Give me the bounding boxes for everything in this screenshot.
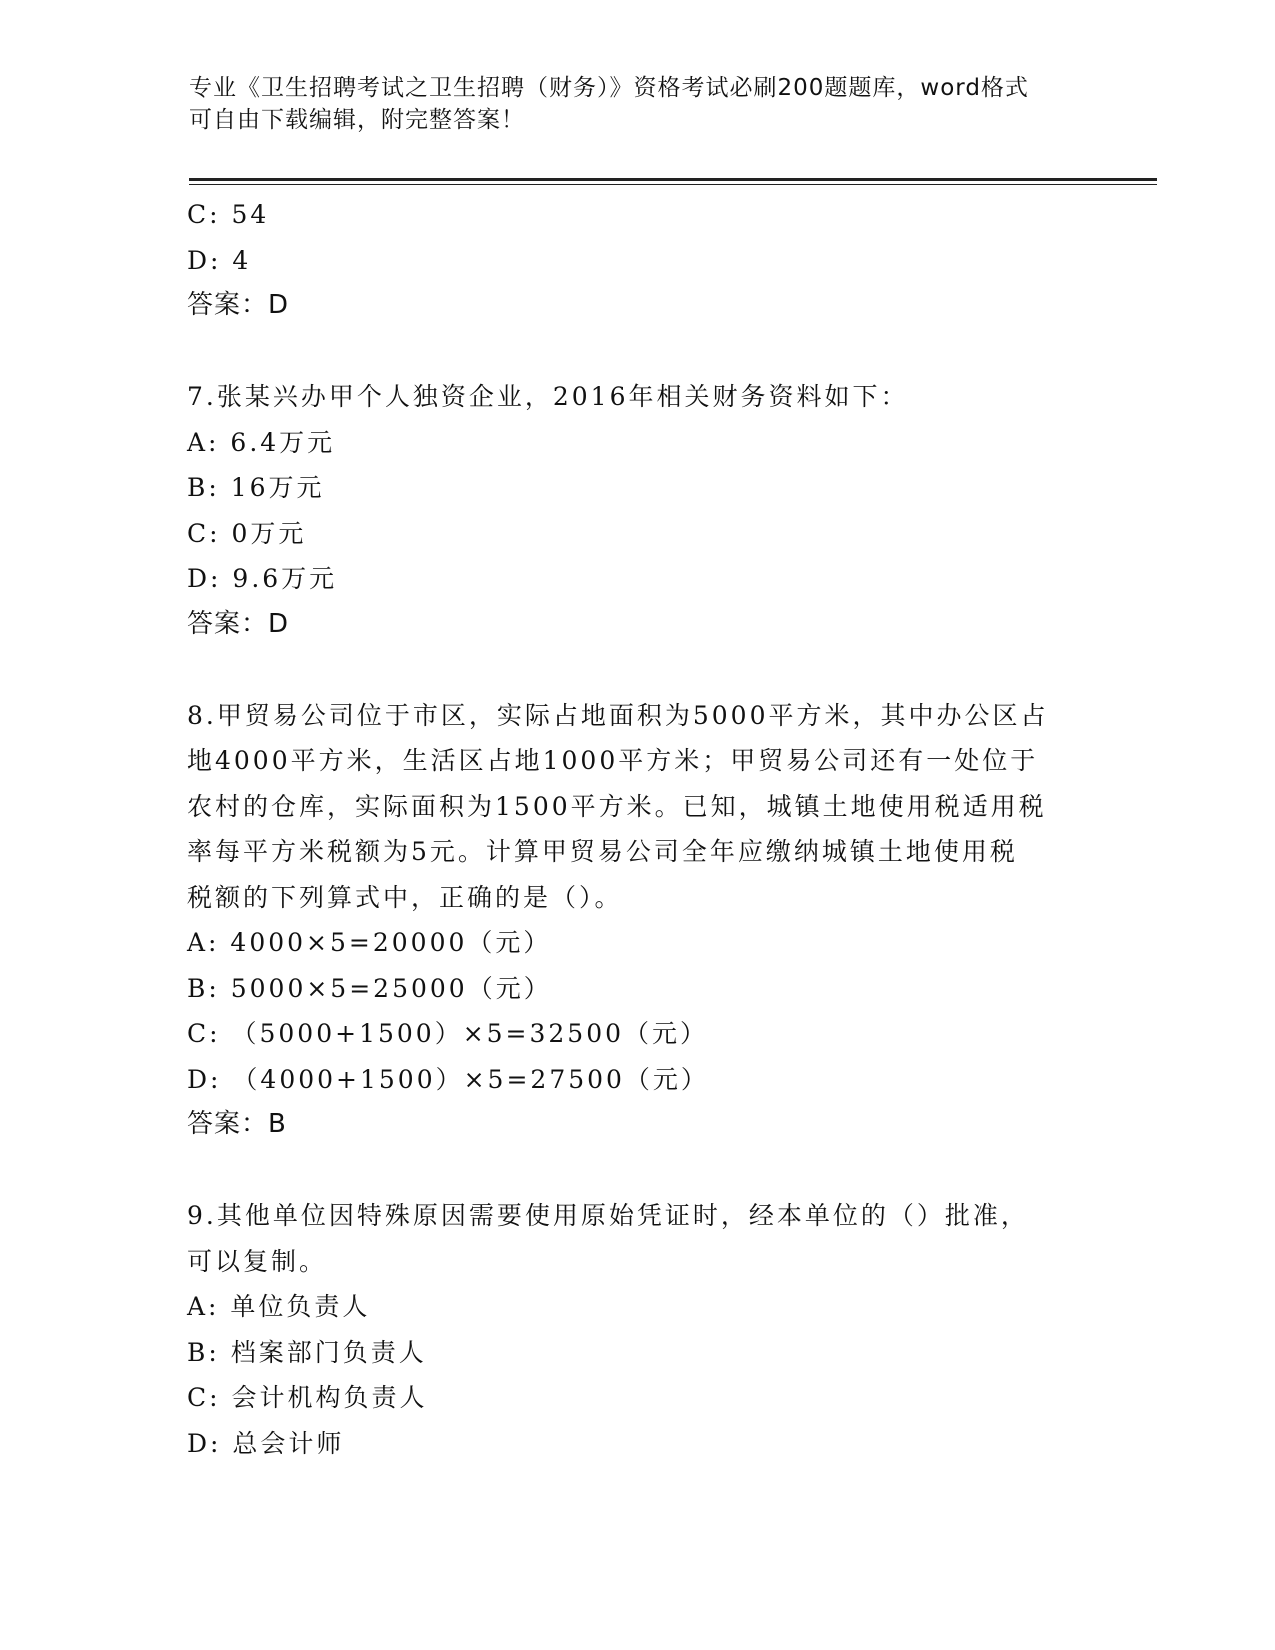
option-d: D: （4000+1500）×5=27500（元）	[187, 1064, 709, 1094]
question-stem: 7.张某兴办甲个人独资企业，2016年相关财务资料如下：	[187, 382, 909, 411]
answer: 答案：B	[187, 1109, 287, 1139]
answer: 答案：D	[187, 290, 290, 320]
option-c: C: 0万元	[187, 518, 307, 548]
question-stem-line: 地4000平方米，生活区占地1000平方米；甲贸易公司还有一处位于	[187, 746, 1039, 775]
question-9	[187, 1193, 1087, 1466]
header-rule-thick	[189, 178, 1157, 181]
question-stem-line: 可以复制。	[187, 1246, 328, 1276]
answer: 答案：D	[187, 608, 290, 639]
option-b: B: 16万元	[187, 473, 325, 502]
header-rule-thin	[189, 184, 1157, 185]
option-d: D: 4	[187, 245, 252, 275]
question-content	[187, 192, 1087, 1466]
question-stem-line: 8.甲贸易公司位于市区，实际占地面积为5000平方米，其中办公区占	[187, 700, 1049, 730]
option-a: A: 6.4万元	[187, 427, 336, 457]
option-d: D: 9.6万元	[187, 564, 338, 593]
option-b: B: 5000×5=25000（元）	[187, 973, 552, 1003]
option-c: C: 会计机构负责人	[187, 1383, 428, 1412]
question-stem-line: 税额的下列算式中，正确的是（）。	[187, 882, 623, 912]
option-a: A: 4000×5=20000（元）	[187, 928, 552, 957]
question-stem-line: 9.其他单位因特殊原因需要使用原始凭证时，经本单位的（）批准，	[187, 1201, 1029, 1230]
header-title-line-1: 专业《卫生招聘考试之卫生招聘（财务）》资格考试必刷200题题库，word格式	[189, 75, 1029, 101]
spacer	[187, 647, 1087, 693]
header-title-line-2: 可自由下载编辑，附完整答案！	[189, 107, 525, 133]
option-d: D: 总会计师	[187, 1428, 345, 1458]
spacer	[187, 1148, 1087, 1194]
option-b: B: 档案部门负责人	[187, 1337, 427, 1367]
option-c: C: 54	[187, 200, 270, 229]
option-a: A: 单位负责人	[187, 1292, 371, 1321]
question-8	[187, 693, 1087, 1148]
question-6-tail	[187, 192, 1087, 329]
question-stem-line: 农村的仓库，实际面积为1500平方米。已知，城镇土地使用税适用税	[187, 791, 1047, 821]
option-c: C: （5000+1500）×5=32500（元）	[187, 1019, 709, 1048]
document-header	[189, 72, 1069, 136]
question-7	[187, 374, 1087, 647]
question-stem-line: 率每平方米税额为5元。计算甲贸易公司全年应缴纳城镇土地使用税	[187, 837, 1018, 866]
spacer	[187, 329, 1087, 375]
